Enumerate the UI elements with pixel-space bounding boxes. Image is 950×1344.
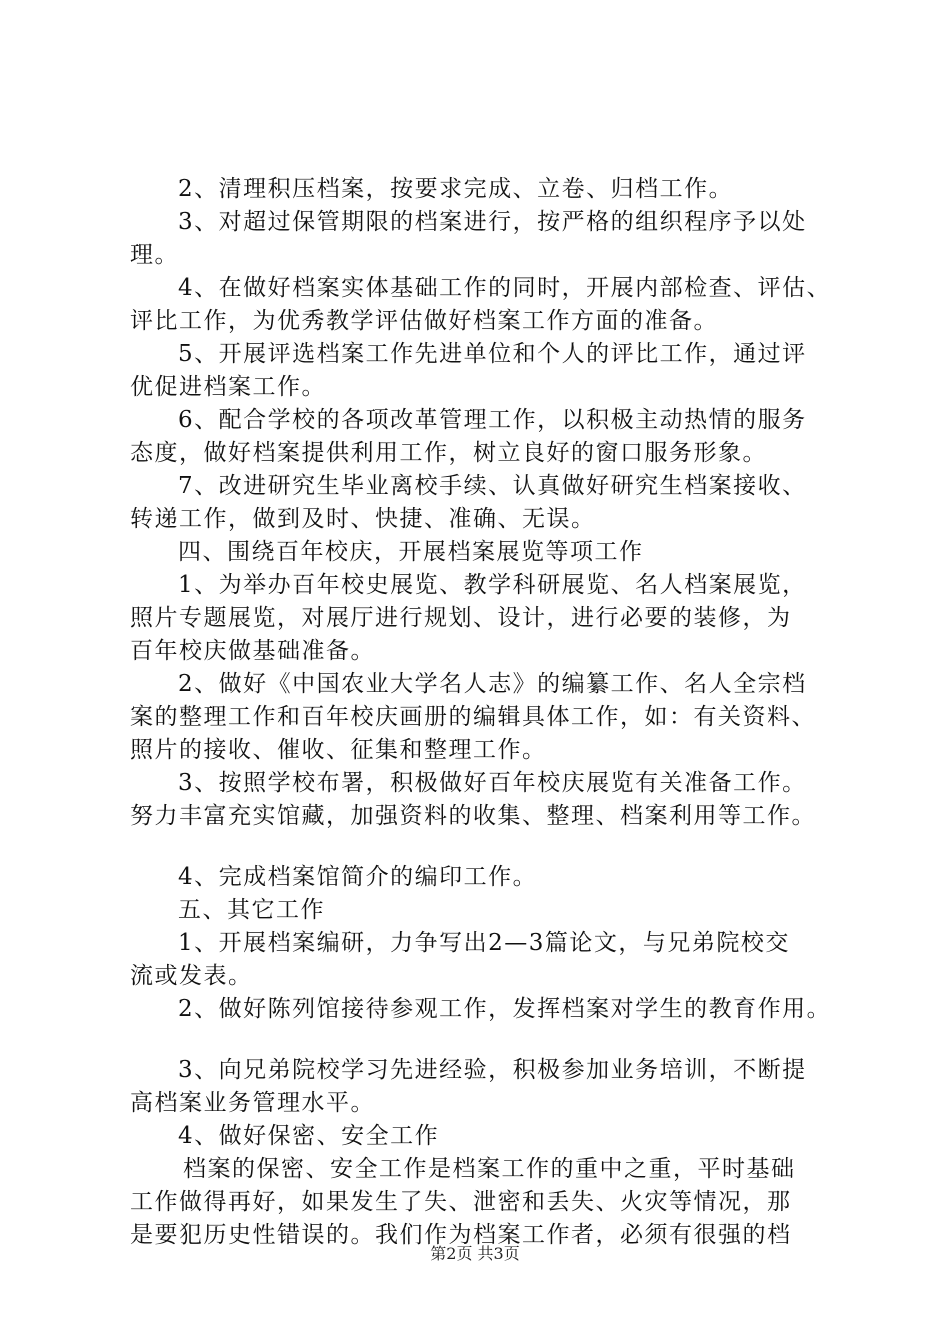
paragraph-line: 案的整理工作和百年校庆画册的编辑具体工作，如：有关资料、 [130,704,816,730]
paragraph-line: 3、按照学校布署，积极做好百年校庆展览有关准备工作。 [178,770,807,796]
paragraph-line: 档案的保密、安全工作是档案工作的重中之重，平时基础 [183,1156,796,1182]
paragraph-line: 6、配合学校的各项改革管理工作，以积极主动热情的服务 [178,407,807,433]
paragraph-line: 2、做好《中国农业大学名人志》的编纂工作、名人全宗档 [178,671,807,697]
paragraph-line: 7、改进研究生毕业离校手续、认真做好研究生档案接收、 [178,473,807,499]
paragraph-line: 照片的接收、催收、征集和整理工作。 [130,737,547,763]
paragraph-line: 2、做好陈列馆接待参观工作，发挥档案对学生的教育作用。 [178,996,832,1022]
paragraph-line: 4、完成档案馆简介的编印工作。 [178,864,538,890]
paragraph-line: 5、开展评选档案工作先进单位和个人的评比工作，通过评 [178,341,807,367]
paragraph-line: 理。 [130,242,179,268]
paragraph-line: 1、为举办百年校史展览、教学科研展览、名人档案展览， [178,572,807,598]
paragraph-line: 转递工作，做到及时、快捷、准确、无误。 [130,506,596,532]
paragraph-line: 工作做得再好，如果发生了失、泄密和丢失、火灾等情况，那 [130,1189,792,1215]
page-footer: 第2页 共3页 [430,1244,520,1263]
paragraph-line: 照片专题展览，对展厅进行规划、设计，进行必要的装修，为 [130,605,792,631]
paragraph-line: 3、对超过保管期限的档案进行，按严格的组织程序予以处 [178,209,807,235]
paragraph-line: 努力丰富充实馆藏，加强资料的收集、整理、档案利用等工作。 [130,803,816,829]
paragraph-line: 3、向兄弟院校学习先进经验，积极参加业务培训，不断提 [178,1057,807,1083]
section-heading: 五、其它工作 [178,897,325,923]
document-body [130,173,830,1252]
paragraph-line: 1、开展档案编研，力争写出2—3篇论文，与兄弟院校交 [178,930,790,956]
paragraph-line: 4、在做好档案实体基础工作的同时，开展内部检查、评估、 [178,275,832,301]
paragraph-line: 态度，做好档案提供利用工作，树立良好的窗口服务形象。 [130,440,767,466]
section-heading: 四、围绕百年校庆，开展档案展览等项工作 [178,539,644,565]
paragraph-line: 高档案业务管理水平。 [130,1090,375,1116]
paragraph-line: 评比工作，为优秀教学评估做好档案工作方面的准备。 [130,308,718,334]
paragraph-line: 百年校庆做基础准备。 [130,638,375,664]
paragraph-line: 优促进档案工作。 [130,374,326,400]
paragraph-line: 流或发表。 [130,963,253,989]
paragraph-line: 4、做好保密、安全工作 [178,1123,440,1149]
paragraph-line: 2、清理积压档案，按要求完成、立卷、归档工作。 [178,176,734,202]
paragraph-line: 是要犯历史性错误的。我们作为档案工作者，必须有很强的档 [130,1222,792,1248]
